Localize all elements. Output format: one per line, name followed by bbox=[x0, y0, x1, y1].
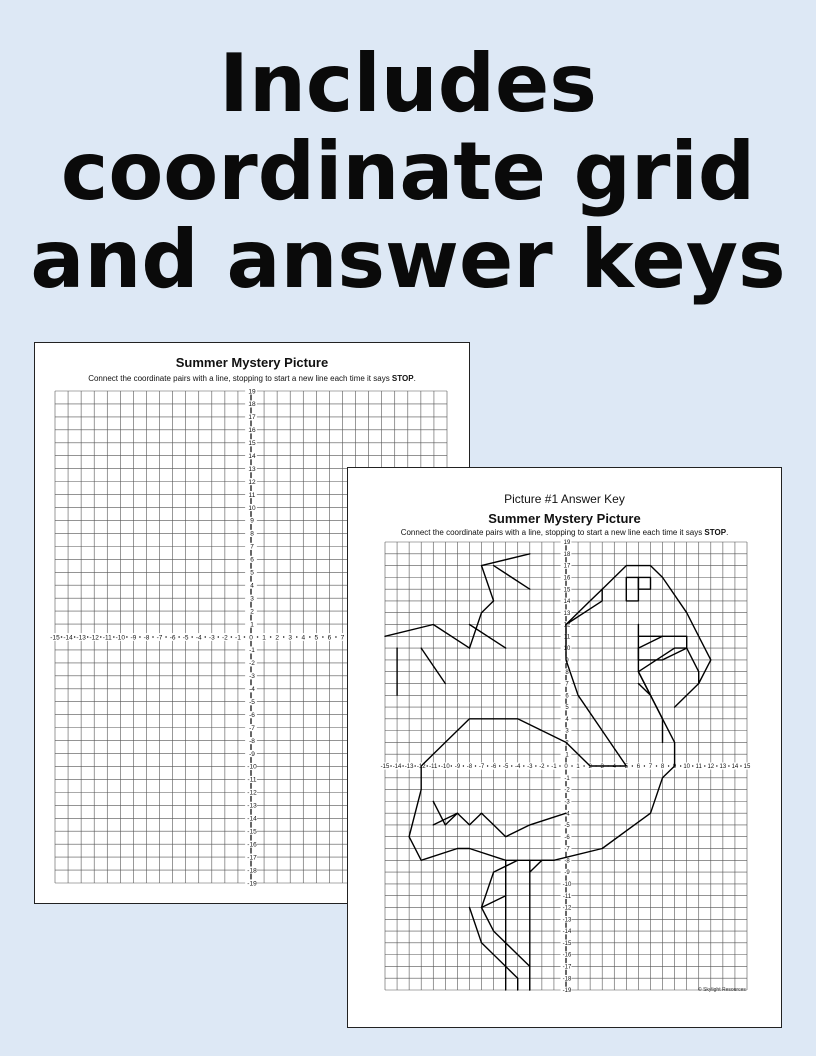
answer-key-instruction-text: Connect the coordinate pairs with a line, stopping to start a new line each time it says bbox=[400, 528, 705, 537]
y-tick-label: 3 bbox=[250, 595, 254, 603]
x-tick-label: 2 bbox=[588, 764, 592, 771]
answer-key-instruction-stop: STOP bbox=[704, 528, 727, 537]
y-tick-label: -16 bbox=[247, 841, 257, 849]
x-tick-label: -9 bbox=[454, 764, 461, 771]
y-tick-label: 2 bbox=[250, 608, 254, 616]
x-tick-label: 12 bbox=[707, 764, 715, 771]
worksheet-title: Summer Mystery Picture bbox=[175, 355, 329, 370]
x-tick-label: 5 bbox=[624, 764, 629, 771]
y-tick-label: -14 bbox=[562, 929, 572, 936]
x-tick-label: -2 bbox=[221, 634, 228, 642]
x-tick-label: 1 bbox=[576, 764, 580, 771]
y-tick-label: 6 bbox=[250, 556, 254, 564]
x-tick-label: -1 bbox=[551, 764, 557, 771]
x-tick-label: -8 bbox=[143, 634, 150, 642]
x-tick-label: 9 bbox=[672, 764, 677, 771]
x-tick-label: 0 bbox=[564, 764, 568, 771]
y-tick-label: -8 bbox=[564, 858, 570, 865]
x-tick-label: 0 bbox=[249, 634, 253, 642]
y-tick-label: -15 bbox=[562, 940, 572, 947]
flamingo-stroke bbox=[433, 801, 566, 836]
x-tick-label: 3 bbox=[600, 764, 604, 771]
x-tick-label: 5 bbox=[314, 634, 319, 642]
y-tick-label: 14 bbox=[248, 453, 256, 461]
y-tick-label: -11 bbox=[247, 776, 257, 784]
headline-line-3: and answer keys bbox=[30, 213, 786, 306]
x-tick-label: 1 bbox=[262, 634, 266, 642]
worksheet-instructions bbox=[35, 374, 469, 383]
y-tick-label: 19 bbox=[248, 388, 256, 396]
y-tick-label: -10 bbox=[562, 881, 572, 888]
y-tick-label: 16 bbox=[248, 427, 256, 435]
x-tick-label: -13 bbox=[404, 764, 414, 771]
y-tick-label: 9 bbox=[250, 517, 254, 525]
y-tick-label: 19 bbox=[563, 540, 571, 547]
y-tick-label: 14 bbox=[563, 599, 571, 606]
y-tick-label: -14 bbox=[247, 815, 257, 823]
x-tick-label: 11 bbox=[695, 764, 702, 771]
y-tick-label: 17 bbox=[563, 563, 571, 570]
y-tick-label: -4 bbox=[564, 811, 570, 818]
x-tick-label: -11 bbox=[102, 634, 112, 642]
y-tick-label: 12 bbox=[563, 622, 571, 629]
y-tick-label: 5 bbox=[565, 705, 569, 712]
x-tick-label: 4 bbox=[612, 764, 616, 771]
answer-key-instructions bbox=[348, 528, 781, 537]
y-tick-label: -13 bbox=[247, 802, 257, 810]
y-tick-label: -15 bbox=[247, 828, 257, 836]
y-tick-label: 3 bbox=[565, 728, 569, 735]
x-tick-label: -12 bbox=[89, 634, 99, 642]
y-tick-label: 16 bbox=[563, 575, 571, 582]
y-tick-label: -6 bbox=[564, 834, 570, 841]
y-tick-label: 1 bbox=[250, 621, 254, 629]
y-tick-label: 7 bbox=[565, 681, 569, 688]
answer-key-title: Summer Mystery Picture bbox=[488, 511, 641, 526]
y-tick-label: 17 bbox=[248, 414, 256, 422]
y-tick-label: -5 bbox=[564, 823, 570, 830]
x-tick-label: -4 bbox=[195, 634, 202, 642]
x-tick-label: -11 bbox=[429, 764, 438, 771]
y-tick-label: 10 bbox=[248, 504, 256, 512]
x-tick-label: -4 bbox=[515, 764, 521, 771]
y-tick-label: 9 bbox=[565, 657, 569, 664]
worksheet-instruction-end: . bbox=[413, 374, 416, 383]
x-tick-label: 15 bbox=[743, 764, 751, 771]
y-tick-label: -8 bbox=[249, 737, 255, 745]
y-tick-label: 12 bbox=[248, 478, 256, 486]
y-tick-label: -3 bbox=[249, 673, 255, 681]
y-tick-label: 8 bbox=[250, 530, 254, 538]
y-tick-label: 18 bbox=[563, 551, 571, 558]
y-tick-label: -4 bbox=[249, 686, 255, 694]
y-tick-label: -9 bbox=[564, 870, 570, 877]
x-tick-label: -8 bbox=[466, 764, 473, 771]
x-tick-label: -13 bbox=[76, 634, 86, 642]
y-tick-label: -16 bbox=[562, 952, 572, 959]
y-tick-label: 8 bbox=[565, 669, 569, 676]
headline bbox=[0, 37, 816, 306]
y-tick-label: 11 bbox=[248, 491, 256, 499]
copyright-text: © Skylight Resources bbox=[698, 987, 746, 993]
y-tick-label: -18 bbox=[562, 976, 572, 983]
y-tick-label: -11 bbox=[562, 893, 572, 900]
x-tick-label: 6 bbox=[327, 634, 332, 642]
x-tick-label: 7 bbox=[648, 764, 653, 771]
x-tick-label: -6 bbox=[490, 764, 497, 771]
x-tick-label: 8 bbox=[660, 764, 665, 771]
y-tick-label: -1 bbox=[564, 775, 570, 782]
x-tick-label: -2 bbox=[539, 764, 545, 771]
worksheet-instruction-text: Connect the coordinate pairs with a line, stopping to start a new line each time it says bbox=[88, 374, 392, 383]
y-tick-label: 11 bbox=[563, 634, 571, 641]
worksheet-instruction-stop: STOP bbox=[391, 374, 414, 383]
y-tick-label: -12 bbox=[562, 905, 572, 912]
y-tick-label: -1 bbox=[249, 647, 255, 655]
y-tick-label: -12 bbox=[247, 789, 257, 797]
y-tick-label: -6 bbox=[249, 711, 255, 719]
y-tick-label: -13 bbox=[562, 917, 572, 924]
x-tick-label: 7 bbox=[340, 634, 345, 642]
answer-key-worksheet bbox=[347, 467, 782, 1028]
x-tick-label: 13 bbox=[719, 764, 727, 771]
x-tick-label: 3 bbox=[288, 634, 293, 642]
y-tick-label: -10 bbox=[247, 763, 257, 771]
y-tick-label: -19 bbox=[562, 988, 572, 995]
y-tick-label: -2 bbox=[249, 660, 255, 668]
flamingo-stroke bbox=[638, 577, 650, 589]
y-tick-label: -17 bbox=[562, 964, 572, 971]
y-tick-label: 15 bbox=[248, 440, 256, 448]
y-tick-label: 4 bbox=[565, 716, 569, 723]
x-tick-label: 10 bbox=[683, 764, 691, 771]
x-tick-label: -7 bbox=[478, 764, 485, 771]
y-tick-label: 13 bbox=[563, 610, 571, 617]
y-tick-label: 4 bbox=[250, 582, 254, 590]
y-tick-label: -17 bbox=[247, 854, 257, 862]
y-tick-label: 10 bbox=[563, 646, 571, 653]
answer-key-label: Picture #1 Answer Key bbox=[504, 492, 625, 506]
x-tick-label: -10 bbox=[115, 634, 126, 642]
y-tick-label: -7 bbox=[249, 724, 255, 732]
x-tick-label: -15 bbox=[380, 764, 390, 771]
headline-line-1: Includes bbox=[219, 37, 597, 130]
y-tick-label: -9 bbox=[249, 750, 255, 758]
answer-key-instruction-end: . bbox=[726, 528, 729, 537]
x-tick-label: -15 bbox=[50, 634, 60, 642]
y-tick-label: 1 bbox=[565, 752, 569, 759]
headline-line-2: coordinate grid bbox=[60, 125, 756, 218]
x-tick-label: -6 bbox=[169, 634, 176, 642]
y-tick-label: -3 bbox=[564, 799, 570, 806]
y-tick-label: -5 bbox=[249, 699, 255, 707]
x-tick-label: -9 bbox=[130, 634, 137, 642]
x-tick-label: 14 bbox=[731, 764, 739, 771]
y-tick-label: 6 bbox=[565, 693, 569, 700]
answer-key-grid bbox=[380, 540, 751, 995]
x-tick-label: -14 bbox=[392, 764, 402, 771]
y-tick-label: 5 bbox=[250, 569, 254, 577]
x-tick-label: 4 bbox=[301, 634, 306, 642]
y-tick-label: 15 bbox=[563, 587, 571, 594]
y-tick-label: 13 bbox=[248, 465, 256, 473]
y-tick-label: -7 bbox=[564, 846, 570, 853]
x-tick-label: -12 bbox=[416, 764, 426, 771]
y-tick-label: -2 bbox=[564, 787, 570, 794]
y-tick-label: 18 bbox=[248, 401, 256, 409]
y-tick-label: -18 bbox=[247, 867, 257, 875]
x-tick-label: -3 bbox=[208, 634, 215, 642]
x-tick-label: -5 bbox=[182, 634, 189, 642]
x-tick-label: -7 bbox=[156, 634, 163, 642]
x-tick-label: -10 bbox=[440, 764, 450, 771]
x-tick-label: -5 bbox=[502, 764, 509, 771]
y-tick-label: -19 bbox=[247, 880, 257, 888]
x-tick-label: -1 bbox=[235, 634, 241, 642]
x-tick-label: 6 bbox=[636, 764, 641, 771]
x-tick-label: -14 bbox=[63, 634, 73, 642]
x-tick-label: 2 bbox=[275, 634, 279, 642]
y-tick-label: 7 bbox=[250, 543, 254, 551]
x-tick-label: -3 bbox=[527, 764, 533, 771]
y-tick-label: 2 bbox=[565, 740, 569, 747]
